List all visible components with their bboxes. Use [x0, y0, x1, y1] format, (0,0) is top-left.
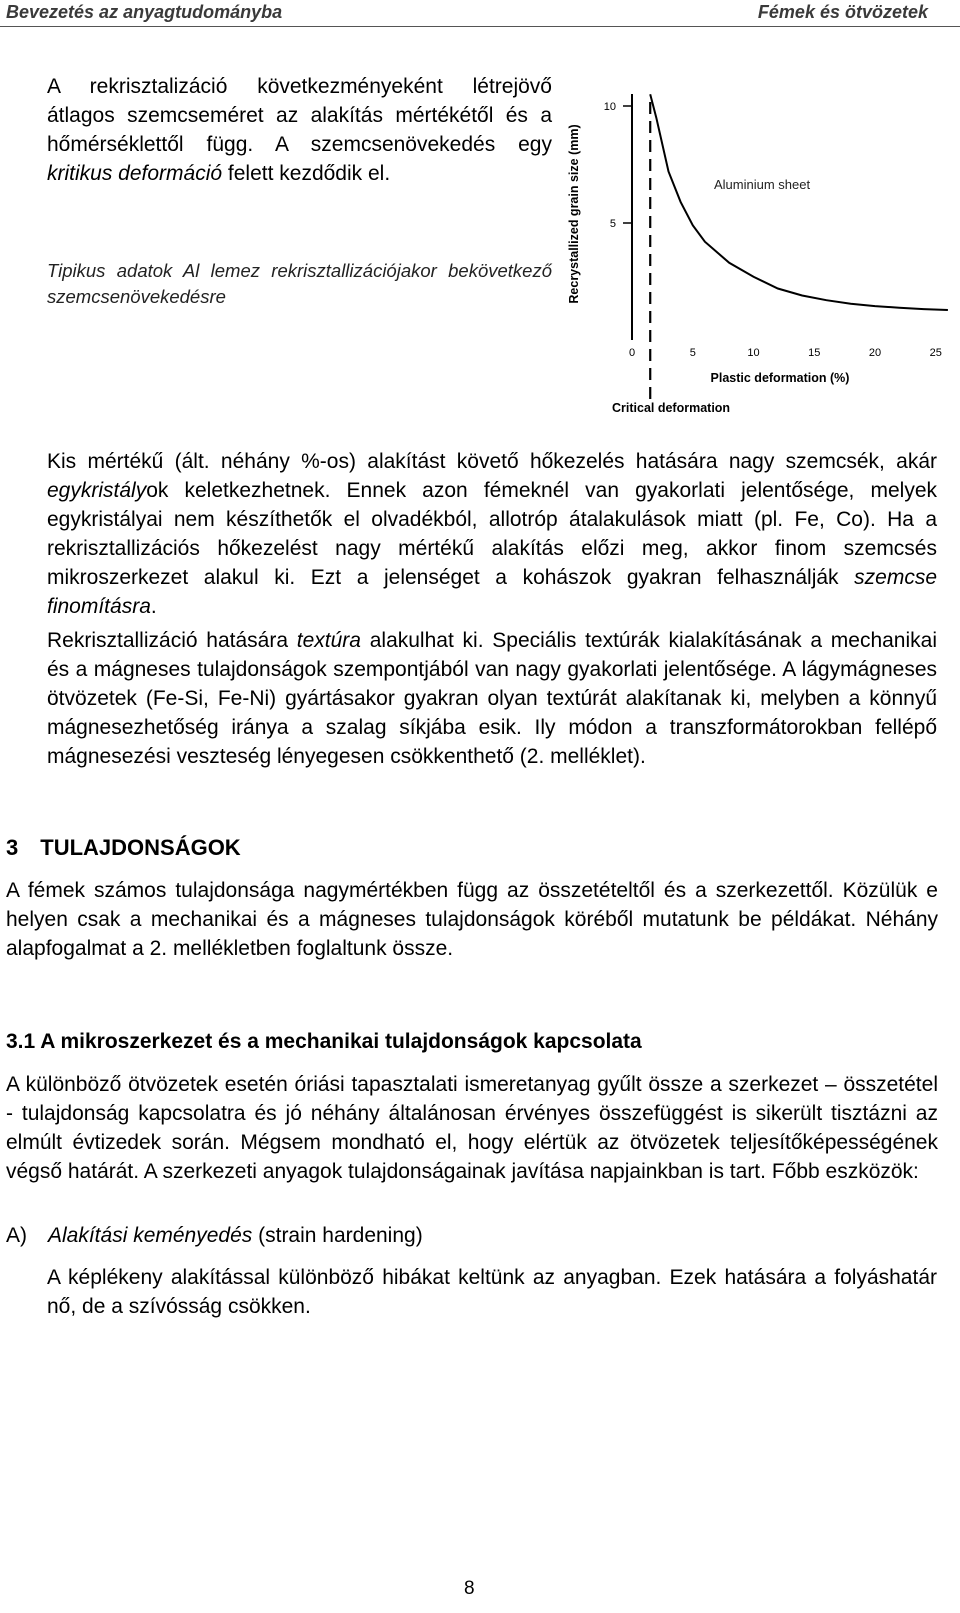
header-right-title: Fémek és ötvözetek	[757, 2, 928, 22]
header-divider	[0, 26, 960, 27]
para2-text2: alakulhat ki. Speciális textúrák kialakításának a mechanikai és a mágneses tulajdonságok szempontjából van nagy gyakorlati jelentősége. A lágymágneses ötvözetek (Fe-Si, Fe-Ni) gyártásakor gyakran olyan textúrát alakítanak ki, melyben a könnyű mágnesezhetőség iránya a szalag síkjába esik. Ily módon a transzformátorokban fellépő mágnesezési veszteség lényegesen csökkenthető (2. melléklet).	[47, 629, 937, 768]
para1-text1: Kis mértékű (ált. néhány %-os) alakítást követő hőkezelés hatására nagy szemcsék, akár	[47, 450, 937, 473]
para1-text3: .	[150, 595, 157, 618]
item-a-italic: Alakítási keményedés	[48, 1224, 253, 1247]
section-3-title: TULAJDONSÁGOK	[40, 835, 241, 860]
x-tick-label: 0	[628, 347, 636, 359]
section-3-heading	[6, 835, 241, 861]
para1-italic2: szemcse finomításra	[47, 566, 937, 618]
figure-caption: Tipikus adatok Al lemez rekrisztallizációjakor bekövetkező szemcsenövekedésre	[47, 260, 552, 307]
item-a-label: A)	[6, 1224, 27, 1247]
section-3-1-paragraph: A különböző ötvözetek esetén óriási tapasztalati ismeretanyag gyűlt össze a szerkezet – összetétel - tulajdonság kapcsolatra és jó néhány általánosan érvényes összefüggést is sikerült tisztázni az elmúlt évtizedek során. Mégsem mondható el, hogy elértük az ötvözetek teljesítőképességének végső határát. A szerkezeti anyagok tulajdonságainak javítása napjainkban is tart. Főbb eszközök:	[6, 1073, 938, 1183]
item-a-heading	[6, 1221, 938, 1250]
y-tick-label: 10	[603, 101, 616, 113]
x-tick-label: 25	[929, 347, 942, 359]
x-tick-label: 20	[868, 347, 882, 359]
item-a-rest: (strain hardening)	[252, 1224, 423, 1247]
series-label: Aluminium sheet	[714, 177, 811, 192]
para2-italic1: textúra	[296, 629, 361, 652]
page-number: 8	[464, 1578, 475, 1599]
section-3-1-heading: 3.1 A mikroszerkezet és a mechanikai tulajdonságok kapcsolata	[6, 1030, 642, 1053]
x-tick-label: 15	[808, 347, 821, 359]
grain-size-chart	[562, 64, 958, 426]
x-tick-label: 5	[689, 347, 696, 359]
header-left-title: Bevezetés az anyagtudományba	[6, 2, 283, 22]
para2-text1: Rekrisztallizáció hatására	[47, 629, 297, 652]
y-axis-label: Recrystallized grain size (mm)	[567, 124, 581, 304]
para1-text2: ok keletkezhetnek. Ennek azon fémeknél van gyakorlati jelentősége, melyek egykristályai nem készíthetők el olvadékból, allotróp átalakulások miatt (pl. Fe, Co). Ha a rekrisztallizációs hőkezelést nagy mértékű alakítás előzi meg, akkor finom szemcsés mikroszerkezet alakul ki. Ezt a jelenséget a kohászok gyakran felhasználják	[47, 479, 937, 589]
intro-paragraph	[47, 72, 552, 188]
item-a-text: A képlékeny alakítással különböző hibákat keltünk az anyagban. Ezek hatására a folyáshatár nő, de a szívósság csökken.	[47, 1266, 937, 1318]
paragraph-texture	[47, 626, 937, 771]
y-tick-label: 5	[609, 218, 616, 230]
intro-text: A rekrisztalizáció következményeként létrejövő átlagos szemcseméret az alakítás mértékétől és a hőmérséklettől függ. A szemcsenövekedés egy	[47, 75, 552, 156]
critical-deformation-label: Critical deformation	[612, 401, 731, 415]
x-axis-label: Plastic deformation (%)	[710, 371, 850, 385]
x-tick-label: 10	[747, 347, 760, 359]
intro-italic: kritikus deformáció	[47, 162, 223, 185]
section-3-number: 3	[6, 835, 19, 860]
section-3-paragraph: A fémek számos tulajdonsága nagymértékben függ az összetételtől és a szerkezettől. Közülük e helyen csak a mechanikai és a mágneses tulajdonságok köréből mutatunk be példákat. Néhány alapfogalmat a 2. mellékletben foglaltunk össze.	[6, 879, 938, 960]
intro-text-end: felett kezdődik el.	[222, 162, 391, 185]
paragraph-single-crystals	[47, 447, 937, 621]
para1-italic1: egykristály	[47, 479, 147, 502]
page-header	[0, 0, 960, 28]
